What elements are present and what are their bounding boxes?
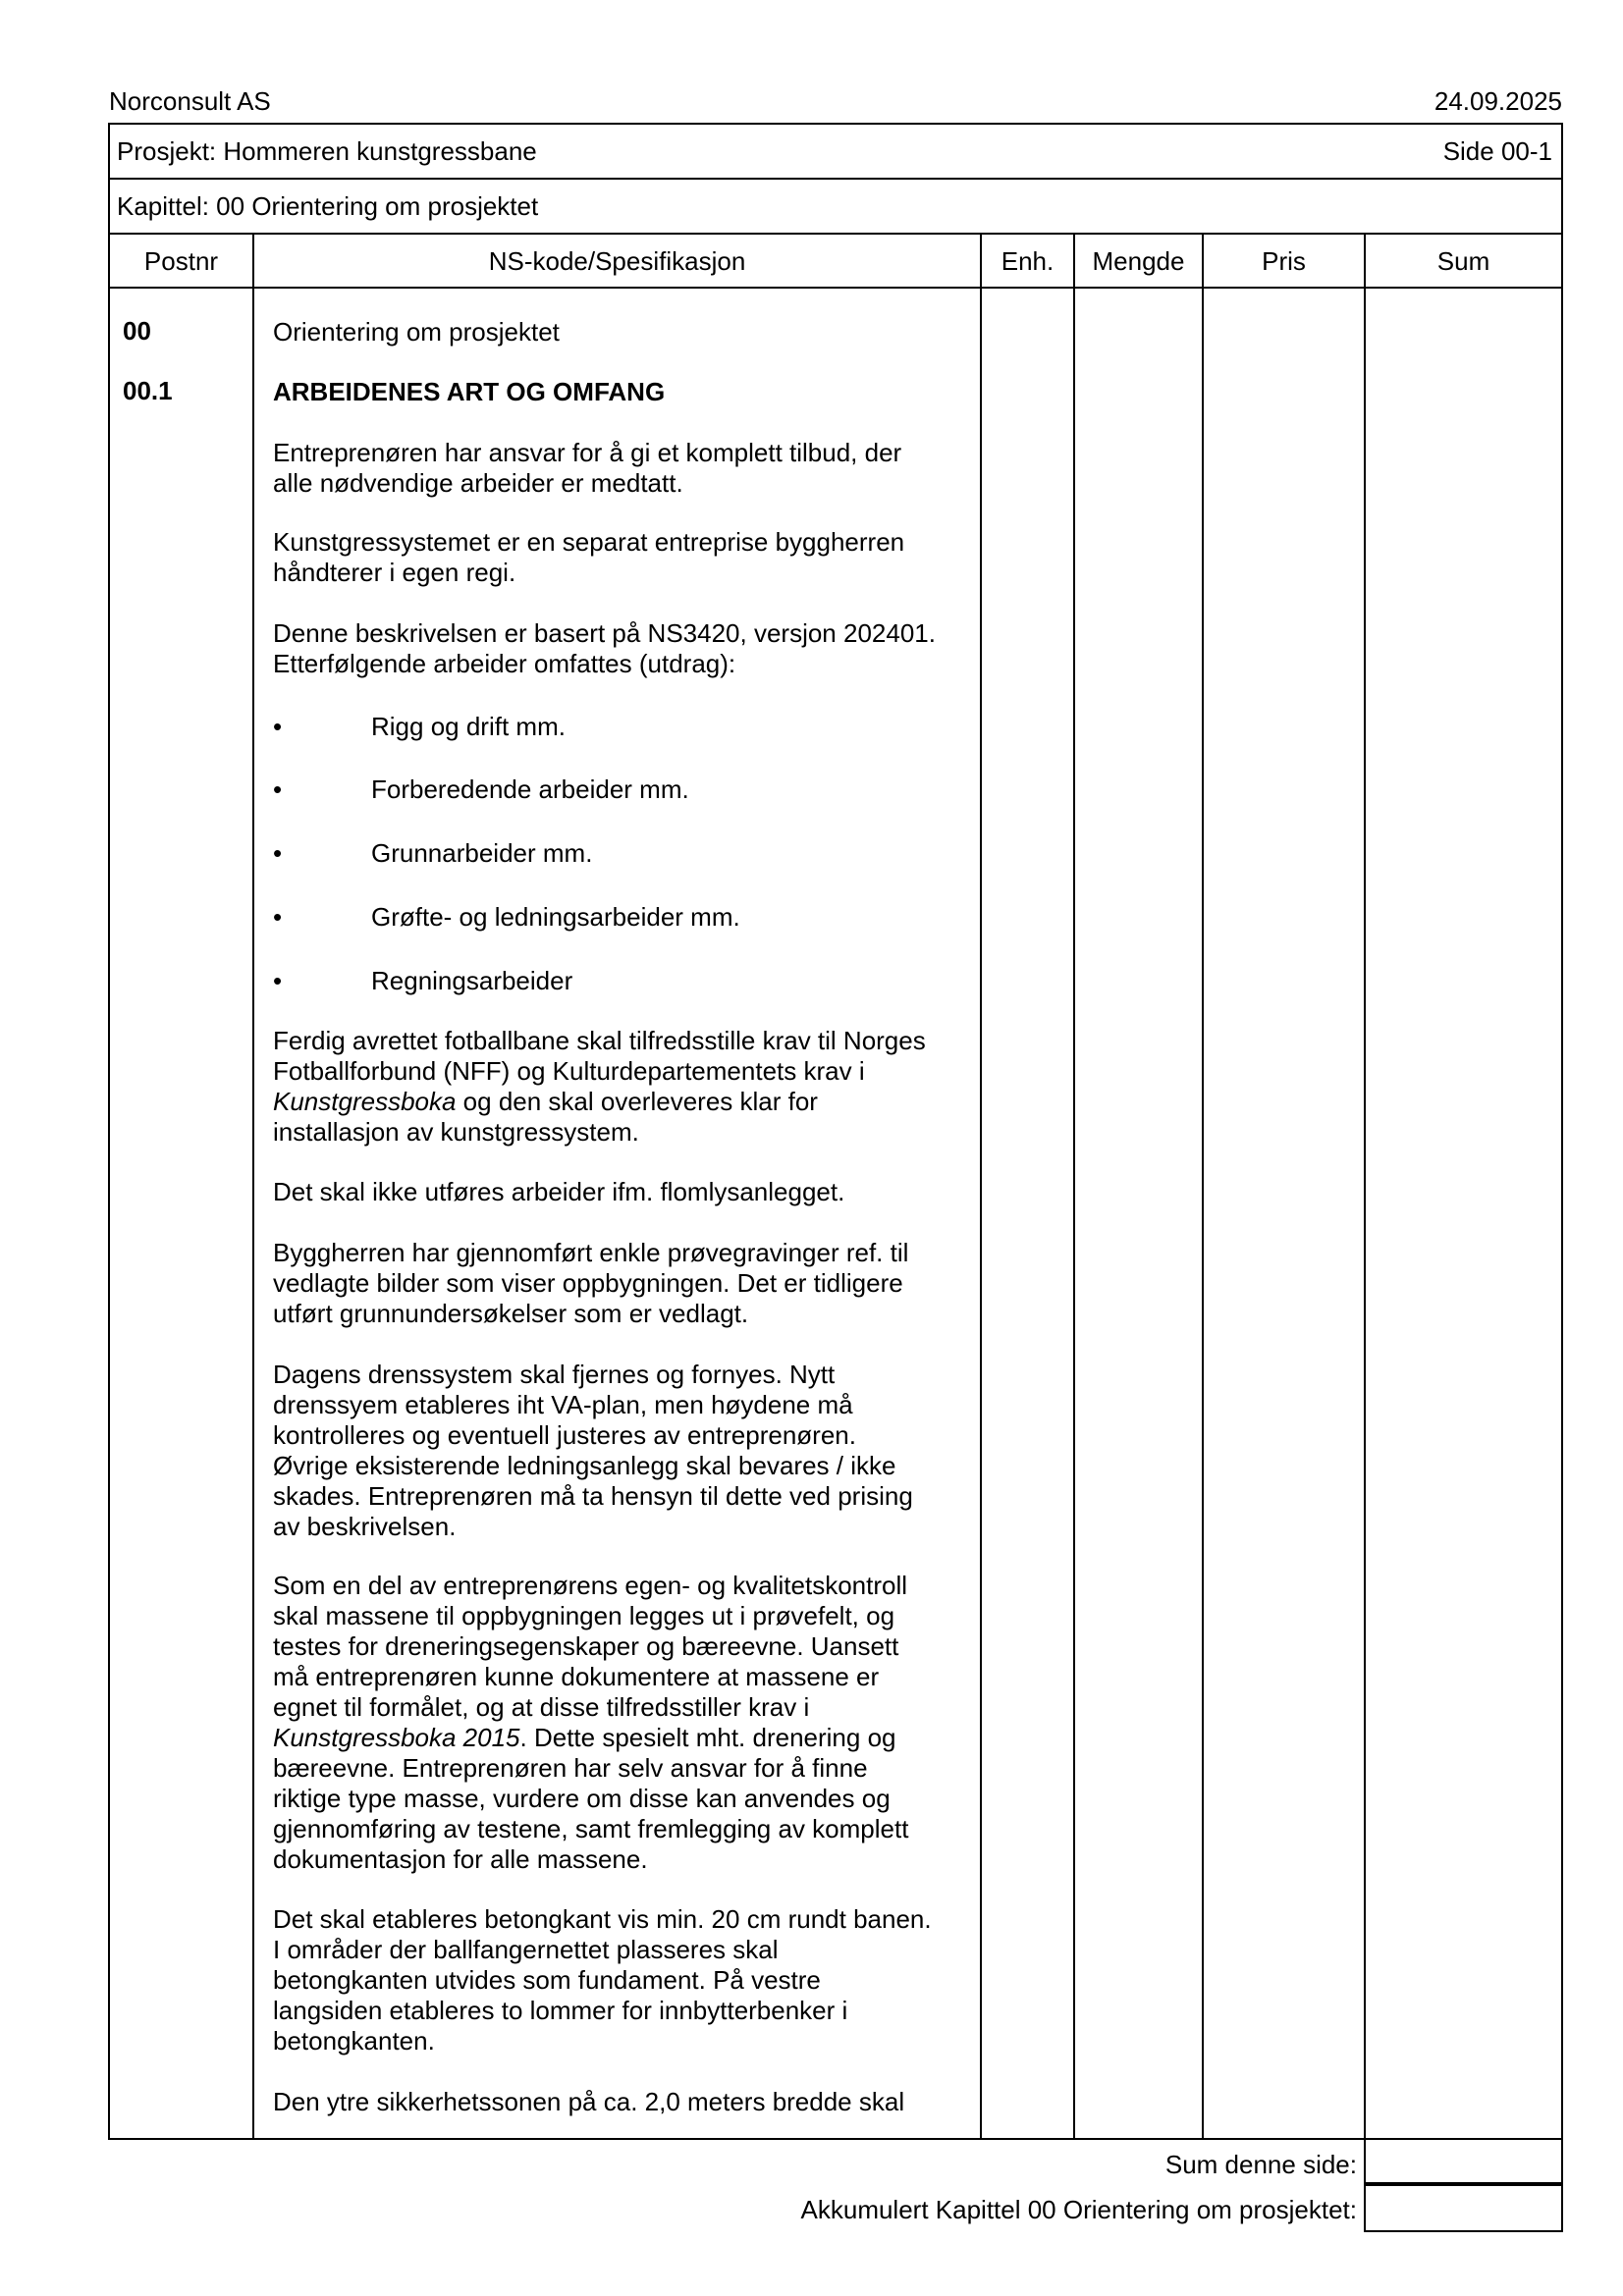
spec-paragraph <box>273 1571 980 1875</box>
spec-paragraph: Det skal ikke utføres arbeider ifm. flomlysanlegget. <box>273 1177 845 1206</box>
spec-paragraph: Kunstgressystemet er en separat entreprise byggherren håndterer i egen regi. <box>273 527 905 587</box>
spec-paragraph: Det skal etableres betongkant vis min. 20 cm rundt banen. I områder der ballfangernettet plasseres skal betongkanten utvides som fundament. På vestre langsiden etableres to lommer for innbytterbenker i betongkanten. <box>273 1904 932 2056</box>
table-left-border <box>108 123 110 2140</box>
bullet-symbol: • <box>273 774 283 804</box>
chapter-title: Kapittel: 00 Orientering om prosjektet <box>117 191 539 221</box>
col-sep-unit <box>1073 233 1075 2140</box>
col-sep-price <box>1364 233 1366 2140</box>
paragraph-text: Ferdig avrettet fotballbane skal tilfredsstille krav til Norges Fotballforbund (NFF) og Kulturdepartementets krav i <box>273 1026 926 1086</box>
col-sep-postnr <box>252 233 254 2140</box>
spec-paragraph <box>273 1026 980 1148</box>
col-header-sum: Sum <box>1436 246 1490 276</box>
spec-paragraph: Byggherren har gjennomført enkle prøvegravinger ref. til vedlagte bilder som viser oppbygningen. Det er tidligere utført grunnundersøkelser som er vedlagt. <box>273 1238 909 1328</box>
col-sep-spec <box>980 233 982 2140</box>
spec-paragraph: Entreprenøren har ansvar for å gi et komplett tilbud, der alle nødvendige arbeider er medtatt. <box>273 438 902 498</box>
page-number: Side 00-1 <box>1442 136 1552 166</box>
post-number: 00.1 <box>123 376 173 405</box>
table-top-border <box>108 123 1563 125</box>
col-header-quantity: Mengde <box>1092 246 1185 276</box>
post-title: ARBEIDENES ART OG OMFANG <box>273 377 666 406</box>
list-item: Grunnarbeider mm. <box>371 838 593 868</box>
bullet-symbol: • <box>273 712 283 741</box>
document-date: 24.09.2025 <box>1434 86 1562 116</box>
spec-paragraph: Dagens drenssystem skal fjernes og fornyes. Nytt drenssyem etableres iht VA-plan, men høydene må kontrolleres og eventuell justeres av entreprenøren. Øvrige eksisterende ledningsanlegg skal bevares / ikke skades. Entreprenøren må ta hensyn til dette ved prising av beskrivelsen. <box>273 1360 913 1541</box>
spec-paragraph: Denne beskrivelsen er basert på NS3420, versjon 202401. Etterfølgende arbeider omfattes (utdrag): <box>273 618 936 678</box>
list-item: Rigg og drift mm. <box>371 712 566 741</box>
paragraph-text: . Dette spesielt mht. drenering og bæreevne. Entreprenøren har selv ansvar for å finne riktige type masse, vurdere om disse kan anvendes og gjennomføring av testene, samt fremlegging av komplett dokumentasjon for alle massene. <box>273 1723 909 1874</box>
bullet-symbol: • <box>273 966 283 995</box>
accumulated-label: Akkumulert Kapittel 00 Orientering om prosjektet: <box>800 2195 1357 2224</box>
table-right-border <box>1561 123 1563 2140</box>
post-number: 00 <box>123 316 151 346</box>
italic-reference: Kunstgressboka 2015 <box>273 1723 520 1752</box>
col-sep-quantity <box>1202 233 1204 2140</box>
italic-reference: Kunstgressboka <box>273 1087 457 1116</box>
paragraph-text: og den skal overleveres klar for installasjon av kunstgressystem. <box>273 1087 818 1147</box>
spec-paragraph: Den ytre sikkerhetssonen på ca. 2,0 meters bredde skal <box>273 2087 905 2116</box>
sum-page-box <box>1364 2138 1563 2184</box>
col-header-unit: Enh. <box>1001 246 1055 276</box>
chapter-row-border <box>108 233 1563 235</box>
list-item: Grøfte- og ledningsarbeider mm. <box>371 902 740 932</box>
project-title: Prosjekt: Hommeren kunstgressbane <box>117 136 537 166</box>
bullet-symbol: • <box>273 902 283 932</box>
company-name: Norconsult AS <box>109 86 271 116</box>
project-row-border <box>108 178 1563 180</box>
paragraph-text: Som en del av entreprenørens egen- og kvalitetskontroll skal massene til oppbygningen legges ut i prøvefelt, og testes for dreneringsegenskaper og bæreevne. Uansett må entreprenøren kunne dokumentere at massene er egnet til formålet, og at disse tilfredsstiller krav i <box>273 1571 908 1722</box>
col-header-spec: NS-kode/Spesifikasjon <box>488 246 746 276</box>
post-title: Orientering om prosjektet <box>273 317 560 347</box>
accumulated-box <box>1364 2184 1563 2232</box>
col-header-postnr: Postnr <box>143 246 219 276</box>
col-header-price: Pris <box>1262 246 1306 276</box>
bullet-symbol: • <box>273 838 283 868</box>
column-header-border <box>108 287 1563 289</box>
list-item: Regningsarbeider <box>371 966 573 995</box>
list-item: Forberedende arbeider mm. <box>371 774 689 804</box>
sum-page-label: Sum denne side: <box>1164 2150 1357 2179</box>
table-body-bottom-border <box>108 2138 1563 2140</box>
